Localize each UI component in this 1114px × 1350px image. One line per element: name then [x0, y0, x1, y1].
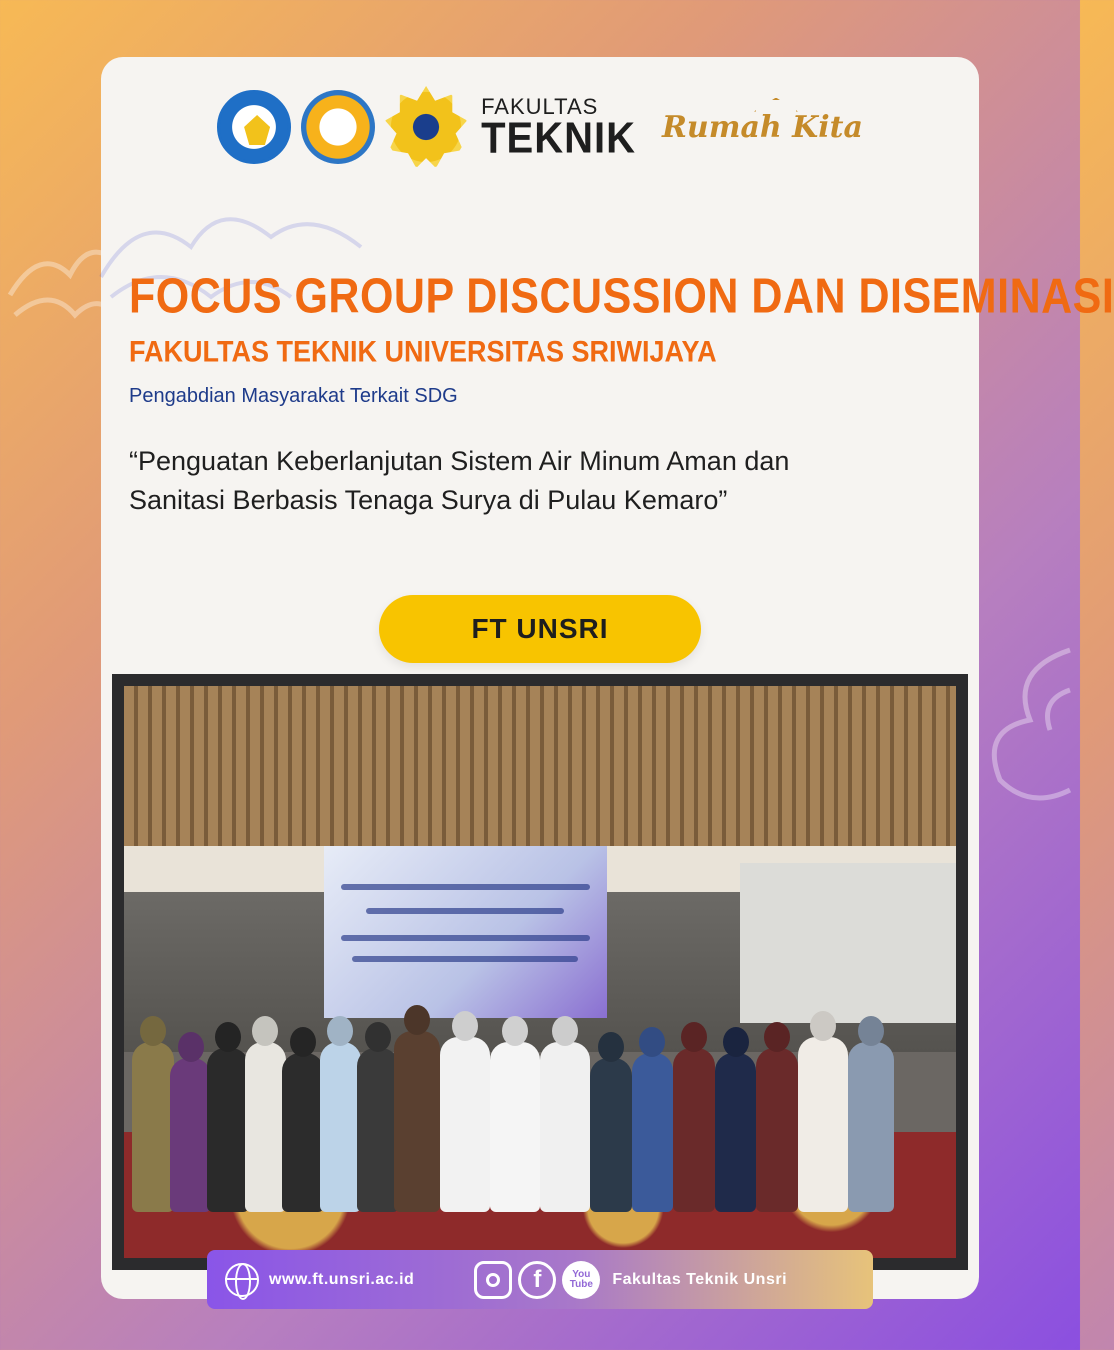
person: [756, 1048, 798, 1213]
teknik-label: TEKNIK: [481, 113, 636, 163]
person: [540, 1042, 590, 1212]
content-card: [101, 57, 1114, 1299]
kemdiktisaintek-logo-icon: [217, 90, 291, 164]
group-photo: [124, 686, 956, 1258]
fakultas-label: FAKULTAS: [481, 94, 599, 119]
youtube-label-top: You: [572, 1268, 591, 1280]
youtube-label-bottom: Tube: [569, 1278, 593, 1290]
footer-bar: [207, 1250, 873, 1309]
fakultas-teknik-logo: [481, 94, 636, 163]
unsri-logo-icon: [385, 86, 467, 168]
person: [440, 1037, 490, 1213]
group-photo-frame: [112, 674, 968, 1270]
event-theme-quote: [129, 442, 929, 520]
social-account-name: Fakultas Teknik Unsri: [612, 1270, 788, 1288]
facebook-icon[interactable]: f: [518, 1261, 556, 1299]
globe-icon: [225, 1263, 259, 1297]
person: [632, 1053, 674, 1212]
banner-line: [341, 884, 590, 890]
person: [394, 1031, 440, 1212]
banner-line: [366, 908, 564, 914]
person: [320, 1042, 362, 1212]
person: [207, 1048, 249, 1213]
person: [245, 1042, 287, 1212]
person: [282, 1053, 324, 1212]
diktisaintek-logo-icon: [301, 90, 375, 164]
person: [715, 1053, 757, 1212]
event-title: FOCUS GROUP DISCUSSION DAN DISEMINASI: [129, 269, 1114, 325]
person: [848, 1042, 894, 1212]
person: [590, 1058, 632, 1212]
event-category: Pengabdian Masyarakat Terkait SDG: [129, 385, 458, 407]
photo-people-group: [124, 938, 956, 1213]
person: [798, 1037, 848, 1213]
person: [357, 1048, 399, 1213]
person: [673, 1048, 715, 1213]
ft-unsri-badge: FT UNSRI: [379, 595, 701, 663]
instagram-icon[interactable]: [474, 1261, 512, 1299]
rumah-kita-logo: Rumah Kita: [661, 109, 863, 145]
quote-line-2: Sanitasi Berbasis Tenaga Surya di Pulau Kemaro”: [129, 485, 728, 516]
website-url[interactable]: www.ft.unsri.ac.id: [269, 1270, 415, 1288]
photo-ceiling: [124, 686, 956, 846]
quote-line-1: “Penguatan Keberlanjutan Sistem Air Minum Aman dan: [129, 446, 790, 476]
person: [490, 1042, 540, 1212]
person: [170, 1058, 212, 1212]
youtube-icon[interactable]: [562, 1261, 600, 1299]
cloud-ornament-right: [970, 630, 1080, 850]
event-subtitle: FAKULTAS TEKNIK UNIVERSITAS SRIWIJAYA: [129, 335, 717, 368]
social-icons: [474, 1261, 600, 1299]
person: [132, 1042, 174, 1212]
logo-row: [101, 77, 979, 177]
